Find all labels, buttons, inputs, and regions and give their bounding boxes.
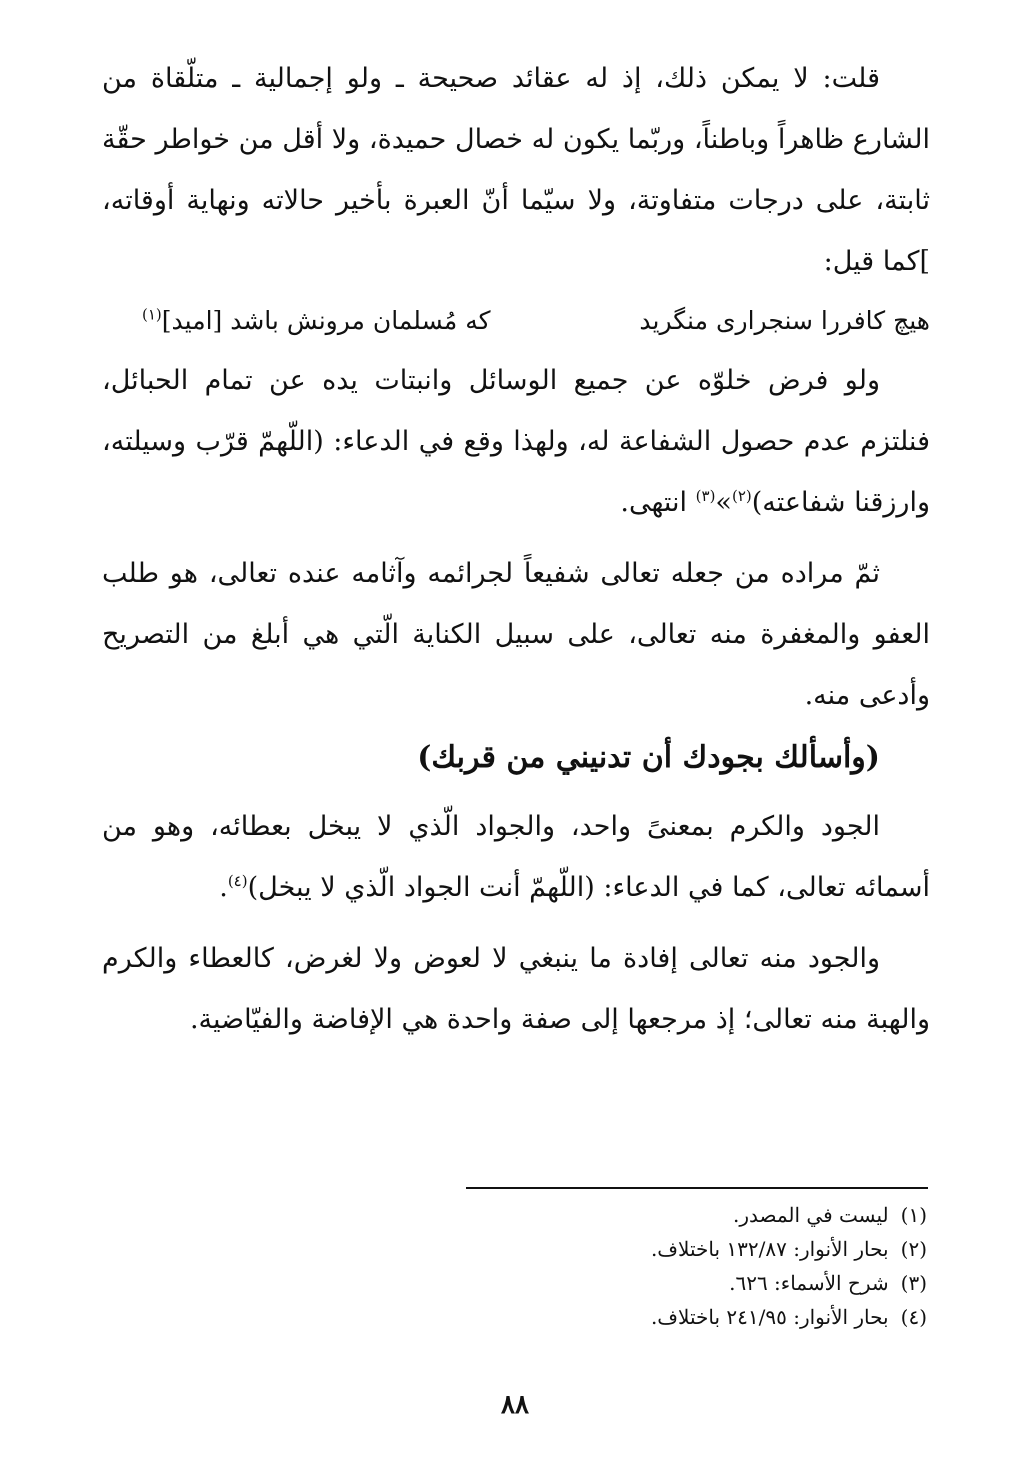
footnote-text: بحار الأنوار: ٢٤١/٩٥ باختلاف. [650,1305,889,1329]
paragraph-5 [102,928,930,1050]
paragraph-3 [102,543,930,726]
footnote-3 [447,1266,927,1300]
paragraph-1 [102,48,930,292]
footnote-text: ليست في المصدر. [733,1203,889,1227]
footnote-text: بحار الأنوار: ١٣٢/٨٧ باختلاف. [650,1237,889,1261]
poem-verse [102,292,930,350]
footnote-ref-2: (٢) [731,487,752,505]
paragraph-2-end: انتهى. [620,487,696,518]
paragraph-5-text: والجود منه تعالى إفادة ما ينبغي لا لعوض ولا لغرض، كالعطاء والكرم والهبة منه تعالى؛ إذ مرجعها إلى صفة واحدة هي الإفاضة والفيّاضية. [102,943,930,1035]
poem-hemistich-1: هيچ كافررا سنجرارى منگريد [639,306,930,335]
page-number: ٨٨ [501,1390,529,1420]
paragraph-2 [102,350,930,533]
paragraph-2-text: ولو فرض خلوّه عن جميع الوسائل وانبتات يده عن تمام الحبائل، فنلتزم عدم حصول الشفاعة له، ولهذا وقع في الدعاء: (اللّهمّ قرّب وسيلته، وارزقنا شفاعته) [102,365,930,518]
footnote-separator [466,1187,928,1189]
footnote-text: شرح الأسماء: ٦٢٦. [729,1271,889,1295]
closing-quote: » [715,487,732,518]
footnote-ref-1: (١) [142,305,162,324]
paragraph-4 [102,796,930,918]
footnote-number: (٢) [900,1237,927,1261]
footnote-number: (١) [900,1203,927,1227]
footnote-number: (٣) [900,1271,927,1295]
poem-hemistich-2-wrap [142,292,491,350]
footnotes [447,1198,927,1334]
paragraph-3-text: ثمّ مراده من جعله تعالى شفيعاً لجرائمه وآثامه عنده تعالى، هو طلب العفو والمغفرة منه تعالى، على سبيل الكناية الّتي هي أبلغ من التصريح وأدعى منه. [102,558,930,711]
footnote-ref-4: (٤) [227,872,248,890]
footnote-number: (٤) [900,1305,927,1329]
footnote-4 [447,1300,927,1334]
footnote-1 [447,1198,927,1232]
section-heading: (وأسألك بجودك أن تدنيني من قربك) [417,740,880,775]
poem-hemistich-2: كه مُسلمان مرونش باشد [اميد] [161,306,491,335]
footnote-2 [447,1232,927,1266]
paragraph-1-text: قلت: لا يمكن ذلك، إذ له عقائد صحيحة ـ ولو إجمالية ـ متلّقاة من الشارع ظاهراً وباطناً، وربّما يكون له خصال حميدة، ولا أقل من خواطر حقّة ثابتة، على درجات متفاوتة، ولا سيّما أنّ العبرة بأخير حالاته ونهاية أوقاته، ]كما قيل: [102,63,930,277]
paragraph-4-text: الجود والكرم بمعنىً واحد، والجواد الّذي لا يبخل بعطائه، وهو من أسمائه تعالى، كما في الدعاء: (اللّهمّ أنت الجواد الّذي لا يبخل) [102,811,930,903]
paragraph-4-end: . [219,872,228,903]
footnote-ref-3: (٣) [695,487,716,505]
